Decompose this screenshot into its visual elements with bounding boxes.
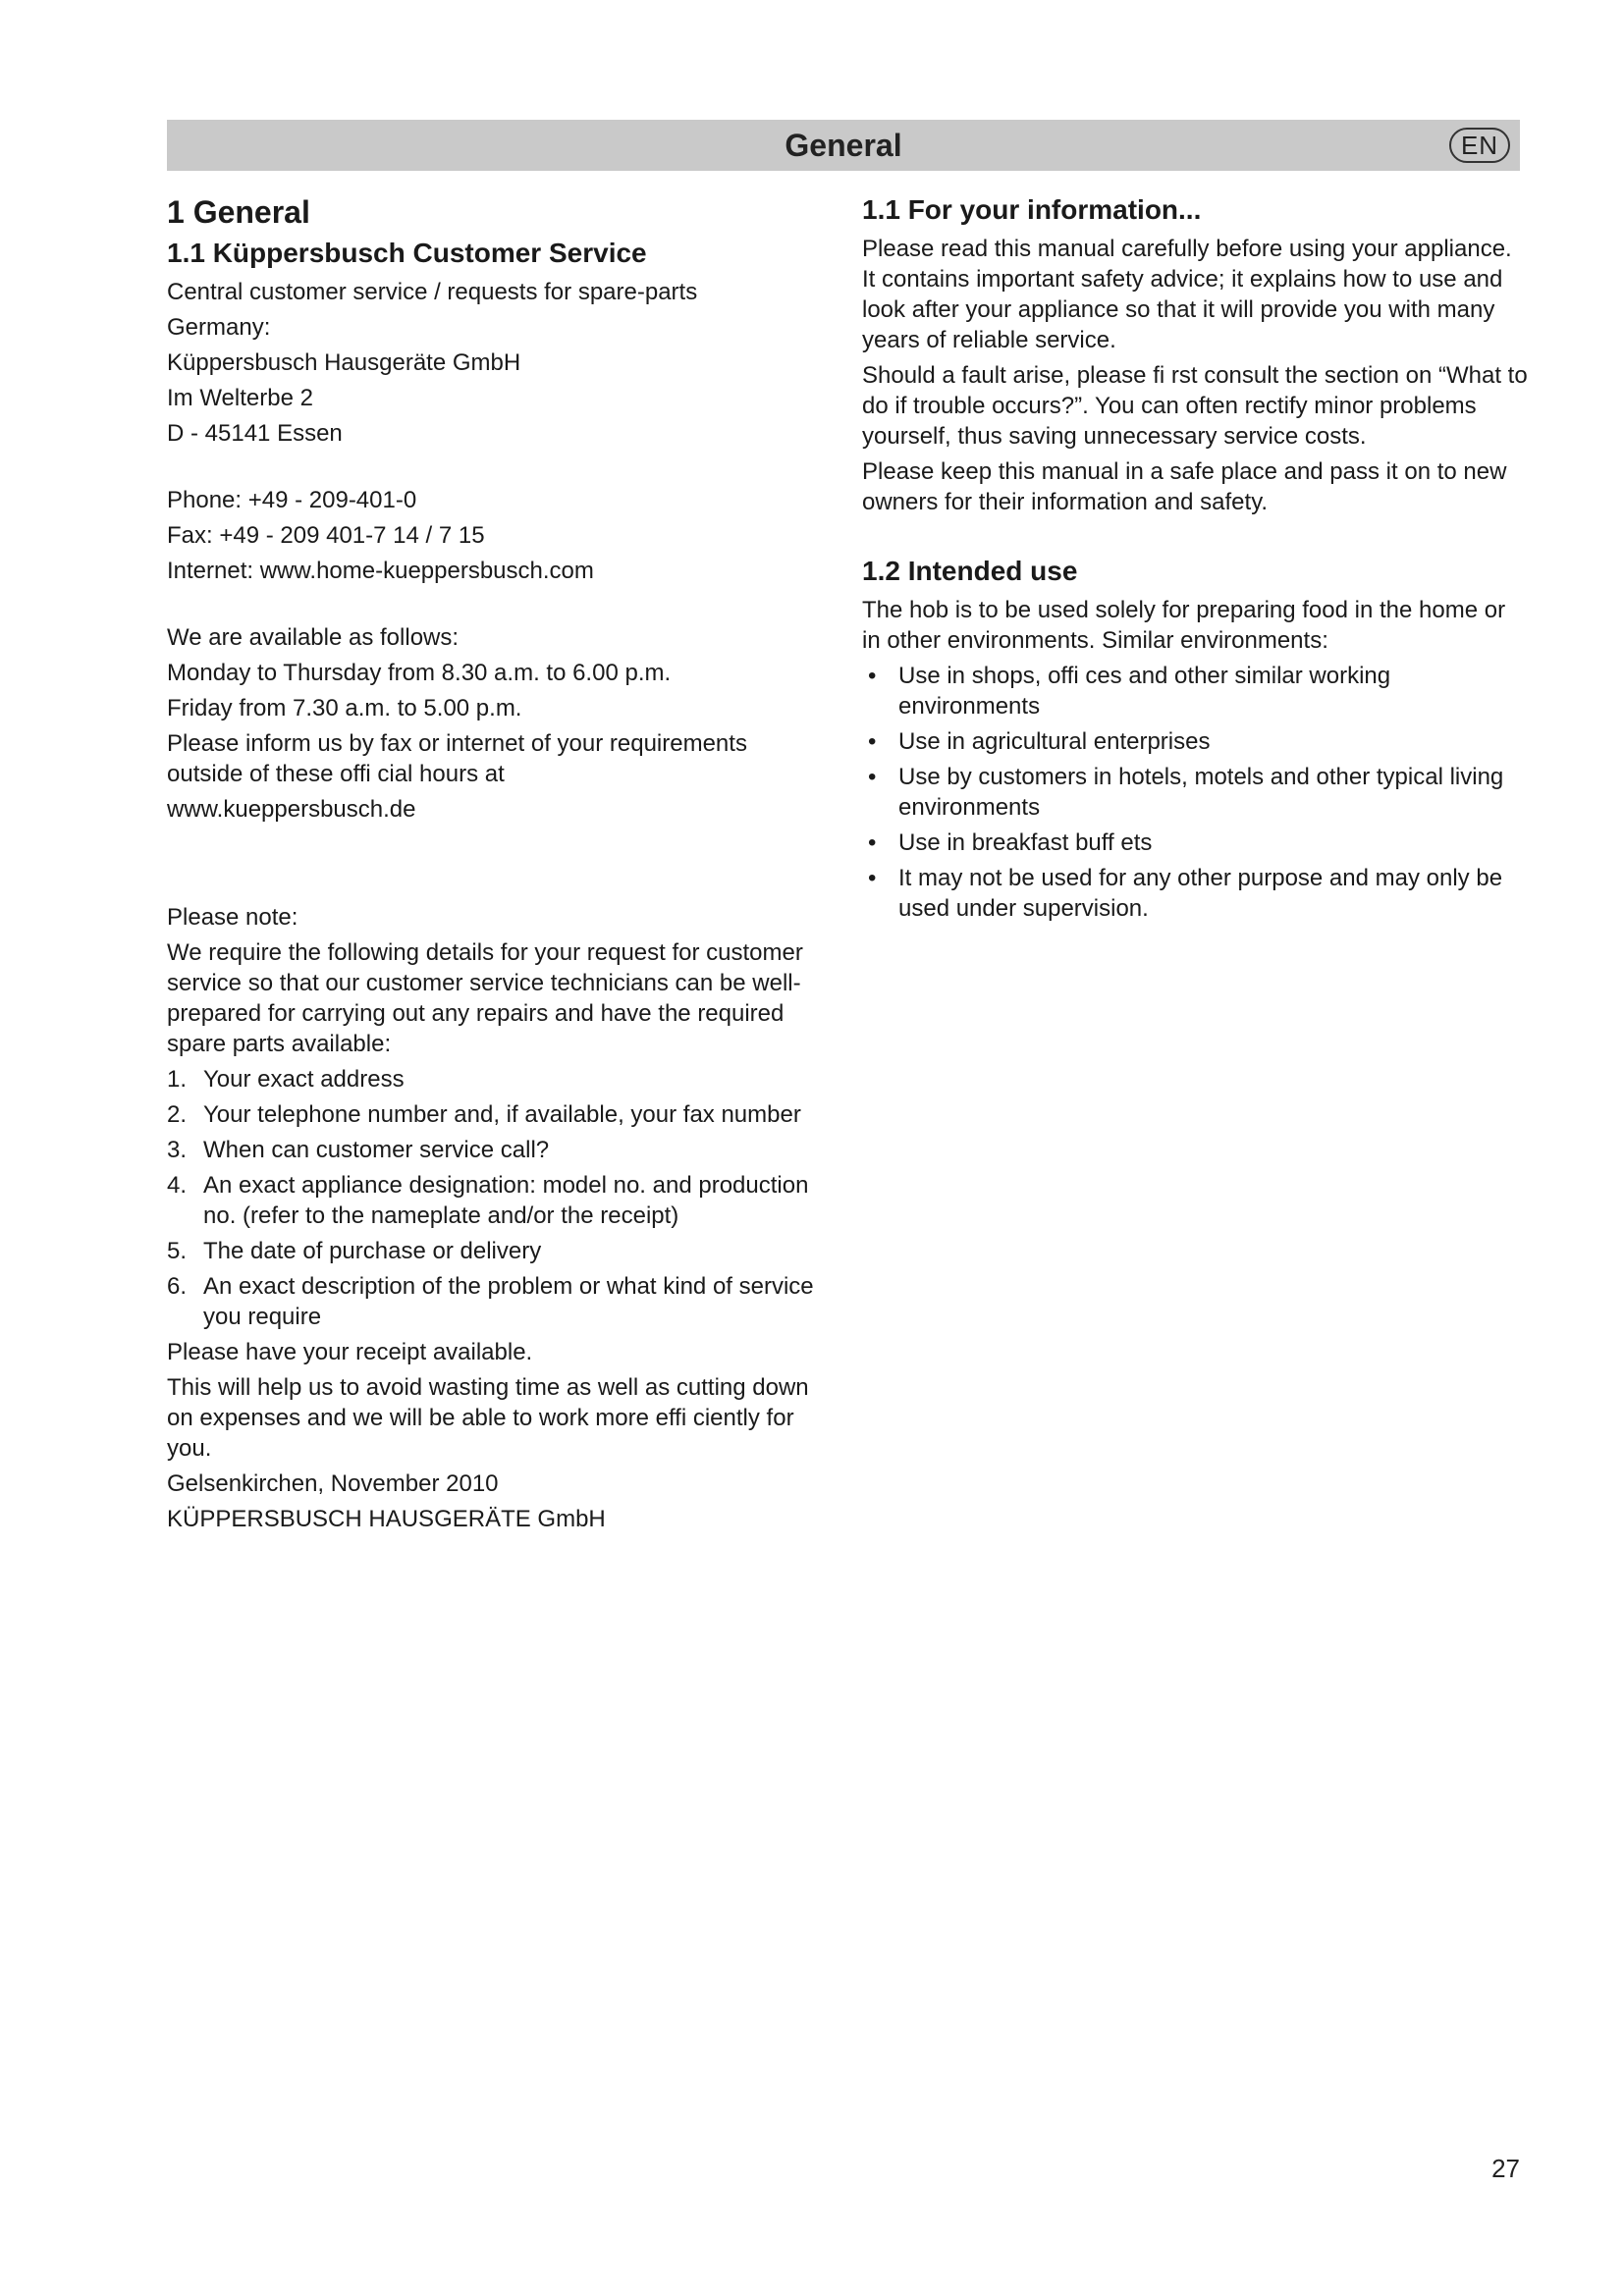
spacer bbox=[167, 829, 815, 902]
list-number: 4. bbox=[167, 1172, 188, 1199]
phone-line: Phone: +49 - 209-401-0 bbox=[167, 487, 417, 513]
section-title: General bbox=[785, 128, 902, 163]
spacer bbox=[167, 454, 815, 485]
heading-customer-service: 1.1 Küppersbusch Customer Service bbox=[167, 238, 647, 268]
list-item bbox=[862, 828, 1530, 858]
bullet-icon: • bbox=[868, 829, 877, 856]
bullet-icon: • bbox=[868, 865, 877, 891]
list-text: Your exact address bbox=[203, 1066, 405, 1093]
list-text: When can customer service call? bbox=[203, 1137, 550, 1163]
list-number: 5. bbox=[167, 1238, 188, 1264]
internet-line: Internet: www.home-kueppersbusch.com bbox=[167, 558, 594, 584]
website-link[interactable]: www.kueppersbusch.de bbox=[167, 796, 416, 823]
left-column bbox=[167, 192, 815, 1539]
place-date: Gelsenkirchen, November 2010 bbox=[167, 1470, 499, 1497]
availability-weekdays: Monday to Thursday from 8.30 a.m. to 6.00 p.m. bbox=[167, 660, 672, 686]
list-item bbox=[167, 1064, 815, 1095]
list-text: An exact appliance designation: model no. and production no. (refer to the nameplate and/or the receipt) bbox=[203, 1172, 809, 1229]
fax-line: Fax: +49 - 209 401-7 14 / 7 15 bbox=[167, 522, 485, 549]
info-paragraph: Please keep this manual in a safe place and pass it on to new owners for their information and safety. bbox=[862, 458, 1507, 515]
list-text: Use in agricultural enterprises bbox=[898, 728, 1211, 755]
list-item bbox=[167, 1170, 815, 1231]
address-line: D - 45141 Essen bbox=[167, 420, 343, 447]
language-badge: EN bbox=[1449, 128, 1510, 163]
list-item bbox=[167, 1135, 815, 1165]
list-number: 3. bbox=[167, 1137, 188, 1163]
list-item bbox=[862, 762, 1530, 823]
heading-intended-use: 1.2 Intended use bbox=[862, 556, 1078, 586]
note-intro: We require the following details for your request for customer service so that our customer service technicians can be well-prepared for carrying out any repairs and have the required spare parts available: bbox=[167, 939, 803, 1057]
availability-intro: We are available as follows: bbox=[167, 624, 460, 651]
note-label: Please note: bbox=[167, 904, 298, 931]
right-column bbox=[862, 192, 1530, 929]
closing-paragraph: This will help us to avoid wasting time as well as cutting down on expenses and we will be able to work more effi ciently for you. bbox=[167, 1374, 809, 1462]
bullet-icon: • bbox=[868, 663, 877, 689]
section-header-bar bbox=[167, 120, 1520, 171]
list-number: 2. bbox=[167, 1101, 188, 1128]
page-number: 27 bbox=[1491, 2154, 1520, 2183]
list-item bbox=[862, 661, 1530, 721]
list-text: Use in shops, offi ces and other similar working environments bbox=[898, 663, 1391, 720]
info-paragraph: Please read this manual carefully before using your appliance. It contains important safety advice; it explains how to use and look after your appliance so that it will provide you with many years of reliable service. bbox=[862, 236, 1512, 353]
spacer bbox=[862, 522, 1530, 554]
details-list bbox=[167, 1064, 815, 1332]
heading-general: 1 General bbox=[167, 194, 310, 230]
list-item bbox=[167, 1236, 815, 1266]
address-line: Küppersbusch Hausgeräte GmbH bbox=[167, 349, 521, 376]
list-text: Use in breakfast buff ets bbox=[898, 829, 1153, 856]
receipt-note: Please have your receipt available. bbox=[167, 1339, 533, 1365]
intended-use-intro: The hob is to be used solely for preparing food in the home or in other environments. Similar environments: bbox=[862, 597, 1506, 654]
address-line: Central customer service / requests for spare-parts bbox=[167, 279, 698, 305]
info-paragraph: Should a fault arise, please fi rst consult the section on “What to do if trouble occurs?”. You can often rectify minor problems yourself, thus saving unnecessary service costs. bbox=[862, 362, 1528, 450]
list-item bbox=[862, 726, 1530, 757]
list-text: An exact description of the problem or what kind of service you require bbox=[203, 1273, 814, 1330]
address-line: Germany: bbox=[167, 314, 271, 341]
list-text: It may not be used for any other purpose and may only be used under supervision. bbox=[898, 865, 1503, 922]
list-number: 6. bbox=[167, 1273, 188, 1300]
bullet-icon: • bbox=[868, 728, 877, 755]
bullet-icon: • bbox=[868, 764, 877, 790]
list-item bbox=[167, 1271, 815, 1332]
intended-use-list bbox=[862, 661, 1530, 924]
list-text: The date of purchase or delivery bbox=[203, 1238, 542, 1264]
spacer bbox=[167, 591, 815, 622]
list-number: 1. bbox=[167, 1066, 188, 1093]
company-signature: KÜPPERSBUSCH HAUSGERÄTE GmbH bbox=[167, 1506, 606, 1532]
list-text: Your telephone number and, if available, your fax number bbox=[203, 1101, 801, 1128]
availability-request: Please inform us by fax or internet of your requirements outside of these offi cial hours at bbox=[167, 730, 747, 787]
heading-for-your-information: 1.1 For your information... bbox=[862, 194, 1202, 225]
address-line: Im Welterbe 2 bbox=[167, 385, 313, 411]
list-item bbox=[862, 863, 1530, 924]
list-text: Use by customers in hotels, motels and other typical living environments bbox=[898, 764, 1504, 821]
availability-friday: Friday from 7.30 a.m. to 5.00 p.m. bbox=[167, 695, 522, 721]
list-item bbox=[167, 1099, 815, 1130]
